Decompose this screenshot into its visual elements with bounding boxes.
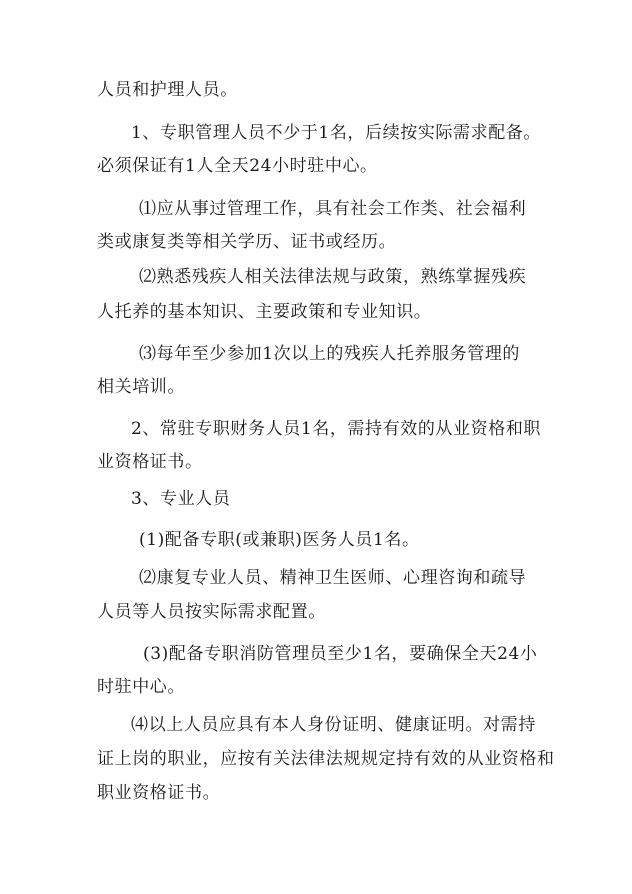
text-line: 人托养的基本知识、主要政策和专业知识。 xyxy=(97,302,432,322)
text-line: 人员等人员按实际需求配置。 xyxy=(97,602,326,622)
text-line: ⑵熟悉残疾人相关法律法规与政策，熟练掌握残疾 xyxy=(139,267,527,287)
text-line: (3)配备专职消防管理员至少1名，要确保全天24小 xyxy=(143,644,538,664)
text-line: 人员和护理人员。 xyxy=(97,80,238,100)
text-line: 3、专业人员 xyxy=(131,489,231,509)
text-line: 职业资格证书。 xyxy=(97,783,221,803)
text-line: 证上岗的职业，应按有关法律法规规定持有效的从业资格和 xyxy=(97,749,555,769)
text-line: 业资格证书。 xyxy=(97,452,203,472)
text-line: (1)配备专职(或兼职)医务人员1名。 xyxy=(139,530,420,550)
text-line: 1、专职管理人员不少于1名，后续按实际需求配备。 xyxy=(131,123,542,143)
text-line: 相关培训。 xyxy=(97,377,185,397)
text-line: ⑶每年至少参加1次以上的残疾人托养服务管理的 xyxy=(139,344,521,364)
text-line: ⑴应从事过管理工作，具有社会工作类、社会福利 xyxy=(139,199,527,219)
text-line: 类或康复类等相关学历、证书或经历。 xyxy=(97,232,397,252)
text-line: 2、常驻专职财务人员1名，需持有效的从业资格和职 xyxy=(131,419,542,439)
text-line: ⑵康复专业人员、精神卫生医师、心理咨询和疏导 xyxy=(139,568,527,588)
text-line: ⑷以上人员应具有本人身份证明、健康证明。对需持 xyxy=(131,715,536,735)
text-line: 必须保证有1人全天24小时驻中心。 xyxy=(97,156,378,176)
text-line: 时驻中心。 xyxy=(97,677,185,697)
